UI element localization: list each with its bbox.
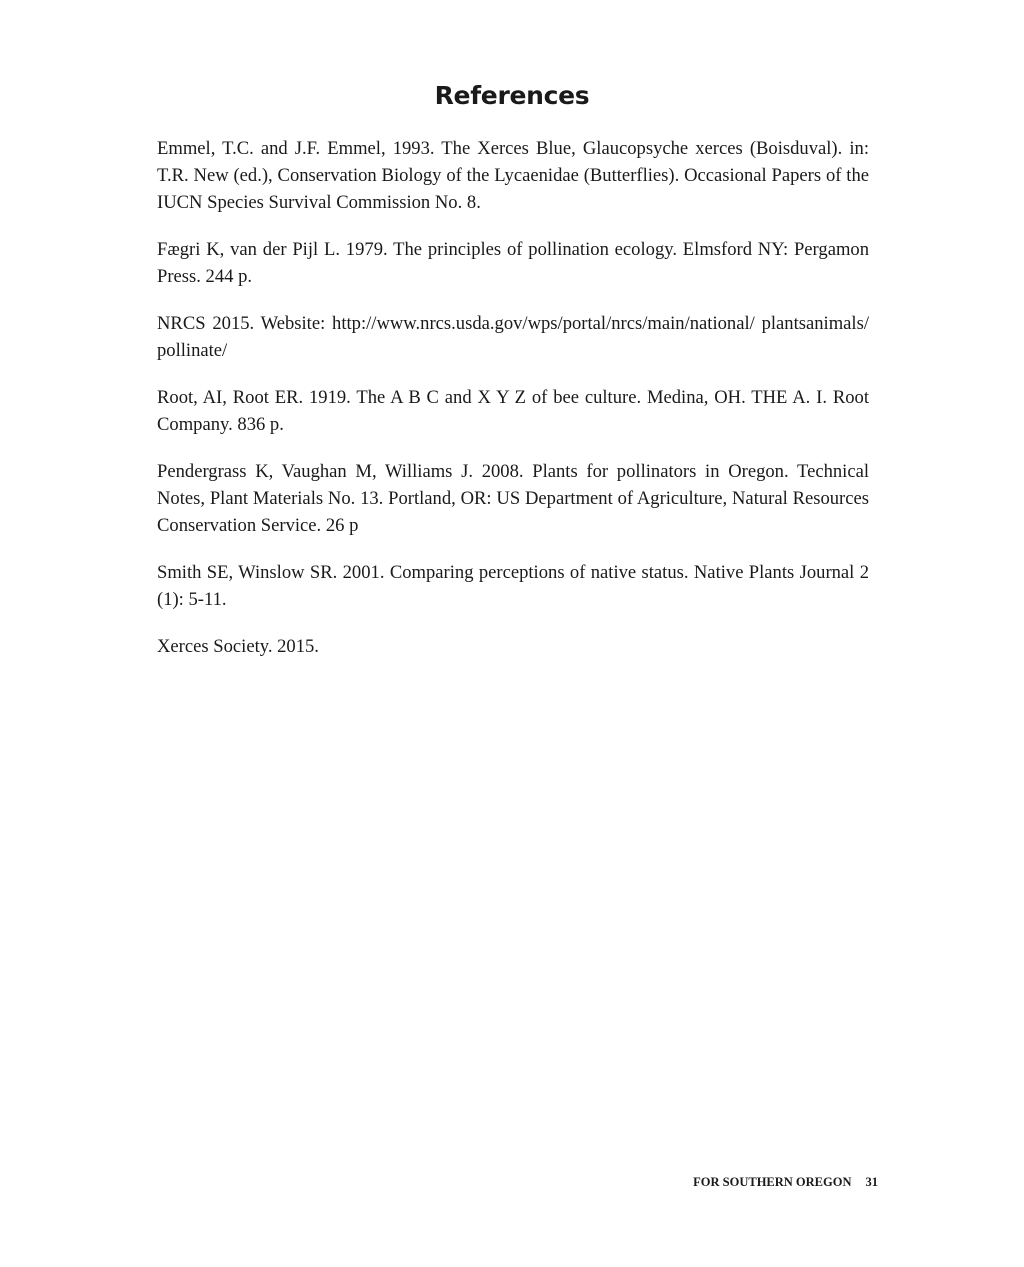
reference-entry-smith: Smith SE, Winslow SR. 2001. Comparing perceptions of native status. Native Plants Journal 2 (1): 5-11.: [157, 562, 869, 610]
reference-entry-faegri: Fægri K, van der Pijl L. 1979. The principles of pollination ecology. Elmsford NY: Pergamon Press. 244 p.: [157, 239, 869, 287]
reference-entry-root: Root, AI, Root ER. 1919. The A B C and X Y Z of bee culture. Medina, OH. THE A. I. Root Company. 836 p.: [157, 387, 869, 435]
footer-running-title: FOR SOUTHERN OREGON: [693, 1175, 852, 1189]
reference-entry-nrcs: NRCS 2015. Website: http://www.nrcs.usda.gov/wps/portal/nrcs/main/national/ plantsanimals/ pollinate/: [157, 313, 869, 361]
reference-entry-pendergrass: Pendergrass K, Vaughan M, Williams J. 2008. Plants for pollinators in Oregon. Technical Notes, Plant Materials No. 13. Portland, OR: US Department of Agriculture, Natural Resources Conservation Service. 26 p: [157, 461, 869, 536]
page-title: References: [434, 81, 590, 110]
reference-entry-emmel: Emmel, T.C. and J.F. Emmel, 1993. The Xerces Blue, Glaucopsyche xerces (Boisduval). in: T.R. New (ed.), Conservation Biology of the Lycaenidae (Butterflies). Occasional Papers of the IUCN Species Survival Commission No. 8.: [157, 138, 869, 213]
page-footer: [693, 1174, 878, 1190]
page-number: 31: [865, 1175, 878, 1189]
reference-entry-xerces: Xerces Society. 2015.: [157, 636, 319, 657]
reference-list: [157, 135, 869, 680]
